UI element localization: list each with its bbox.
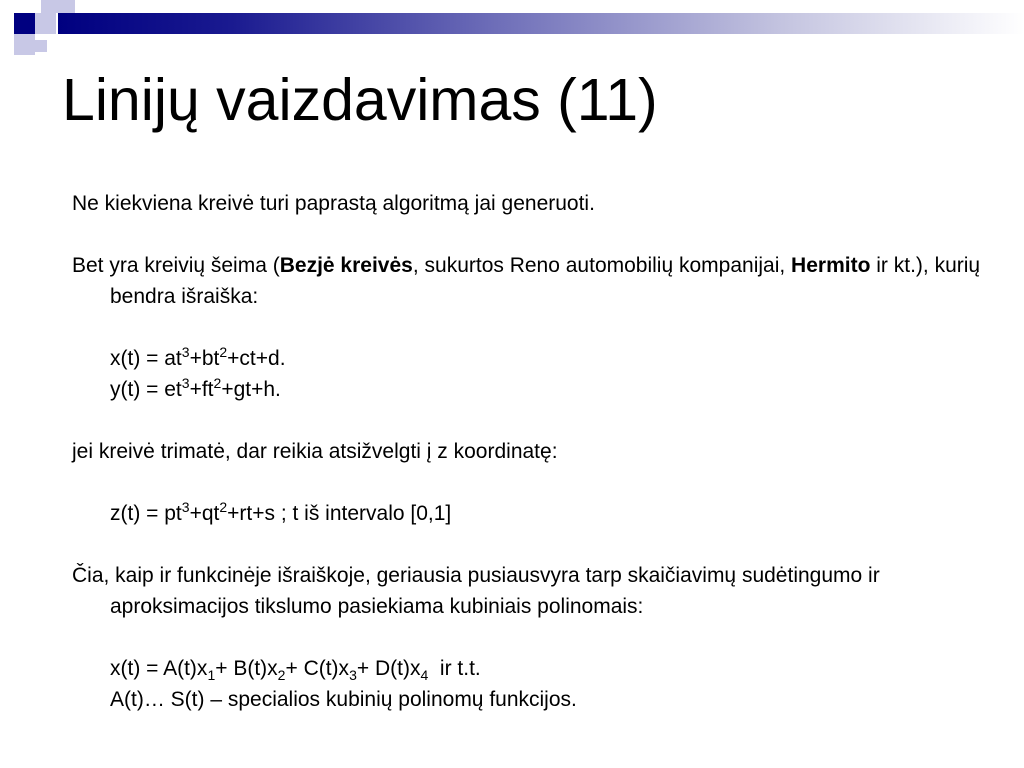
slide-body <box>72 188 1002 715</box>
equation-x <box>72 343 1002 374</box>
eq-part: y(t) = et <box>110 378 182 401</box>
eq-exponent: 2 <box>219 344 228 360</box>
deco-square <box>14 34 35 55</box>
equation-sum <box>72 653 1002 684</box>
text-run: , sukurtos Reno automobilių kompanijai, <box>412 254 792 277</box>
eq-part: z(t) = pt <box>110 502 182 525</box>
deco-square <box>58 0 75 13</box>
eq-subscript: 2 <box>277 667 286 684</box>
paragraph-3d: jei kreivė trimatė, dar reikia atsižvelgti į z koordinatę: <box>72 440 558 463</box>
text-run: ir kt.), kurių bendra išraiška: <box>110 254 981 308</box>
eq-part: x(t) = A(t)x <box>110 657 208 680</box>
corner-squares-decoration <box>0 0 80 64</box>
deco-square <box>14 13 35 34</box>
eq-exponent: 3 <box>181 344 190 360</box>
eq-part: +gt+h. <box>221 378 281 401</box>
eq-part: +rt+s ; t iš intervalo [0,1] <box>227 502 452 525</box>
deco-square <box>41 0 58 13</box>
eq-part: +qt <box>189 502 220 525</box>
header-gradient-band <box>58 13 1024 34</box>
eq-part: +bt <box>189 347 220 370</box>
eq-subscript: 1 <box>207 667 216 684</box>
eq-part: + B(t)x <box>215 657 278 680</box>
eq-part: + D(t)x <box>356 657 421 680</box>
eq-part: x(t) = at <box>110 347 182 370</box>
eq-exponent: 2 <box>213 375 222 391</box>
eq-part: +ft <box>189 378 214 401</box>
eq-exponent: 3 <box>181 499 190 515</box>
eq-exponent: 2 <box>219 499 228 515</box>
equation-z <box>72 498 1002 529</box>
text-run: Bet yra kreivių šeima ( <box>72 254 280 277</box>
eq-exponent: 3 <box>181 375 190 391</box>
eq-subscript: 3 <box>349 667 357 684</box>
eq-part: ir t.t. <box>428 657 481 680</box>
paragraph-bezier-family <box>72 250 1002 312</box>
deco-square <box>35 40 47 52</box>
bold-term-bezier: Bezjė kreivės <box>279 254 413 277</box>
eq-part: +ct+d. <box>227 347 286 370</box>
paragraph-intro: Ne kiekviena kreivė turi paprastą algoritmą jai generuoti. <box>72 192 595 215</box>
paragraph-special-functions: A(t)… S(t) – specialios kubinių polinomų funkcijos. <box>110 688 577 711</box>
paragraph-cubic-polynomials: Čia, kaip ir funkcinėje išraiškoje, geriausia pusiausvyra tarp skaičiavimų sudėtingumo ir aproksimacijos tikslumo pasiekiama kubiniais polinomais: <box>72 564 880 618</box>
eq-subscript: 4 <box>420 667 429 684</box>
eq-part: + C(t)x <box>285 657 350 680</box>
bold-term-hermite: Hermito <box>791 254 871 277</box>
equation-y <box>72 374 1002 405</box>
deco-square <box>35 13 56 34</box>
slide-title: Linijų vaizdavimas (11) <box>62 67 658 133</box>
